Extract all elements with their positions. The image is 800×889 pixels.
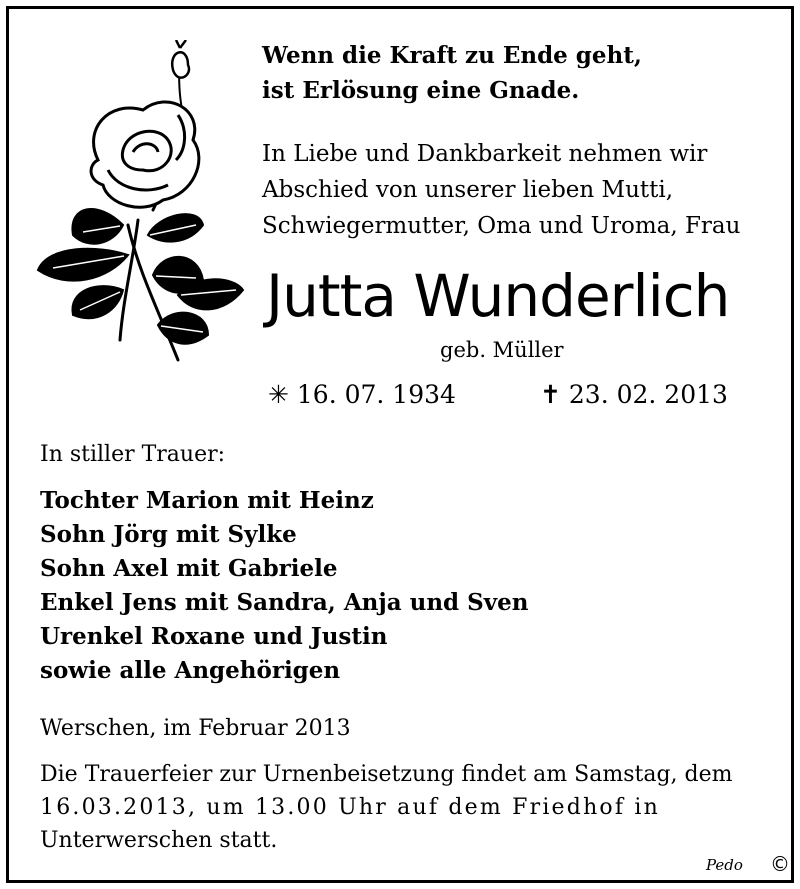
intro-line-2: Abschied von unserer lieben Mutti,: [262, 177, 674, 203]
intro-line-1: In Liebe und Dankbarkeit nehmen wir: [262, 141, 708, 167]
ceremony-line-1: Die Trauerfeier zur Urnenbeisetzung findet am Samstag, dem: [40, 762, 733, 787]
list-item: Sohn Jörg mit Sylke: [40, 521, 297, 548]
list-item: Urenkel Roxane und Justin: [40, 623, 388, 650]
rose-icon: [28, 40, 258, 380]
motto-line-2: ist Erlösung eine Gnade.: [262, 77, 580, 104]
born-name: geb. Müller: [440, 338, 564, 362]
death-date: ✝ 23. 02. 2013: [540, 380, 728, 409]
motto-line-1: Wenn die Kraft zu Ende geht,: [262, 42, 642, 69]
ceremony-line-2: 16.03.2013, um 13.00 Uhr auf dem Friedhof in: [40, 795, 661, 820]
ceremony-line-3: Unterwerschen statt.: [40, 828, 278, 853]
copyright-icon: ©: [770, 852, 790, 876]
birth-date: ✳ 16. 07. 1934: [268, 380, 456, 409]
mourners-list: [40, 484, 528, 688]
intro-text: [262, 136, 740, 244]
mourners-label: In stiller Trauer:: [40, 442, 226, 467]
list-item: Enkel Jens mit Sandra, Anja und Sven: [40, 589, 529, 616]
list-item: Tochter Marion mit Heinz: [40, 487, 374, 514]
list-item: Sohn Axel mit Gabriele: [40, 555, 338, 582]
list-item: sowie alle Angehörigen: [40, 657, 341, 684]
deceased-name: Jutta Wunderlich: [266, 262, 730, 330]
intro-line-3: Schwiegermutter, Oma und Uroma, Frau: [262, 213, 741, 239]
publisher-logo: Pedo: [706, 856, 743, 874]
place-date: Werschen, im Februar 2013: [40, 716, 351, 741]
motto: [262, 38, 642, 108]
ceremony-notice: [40, 758, 758, 857]
